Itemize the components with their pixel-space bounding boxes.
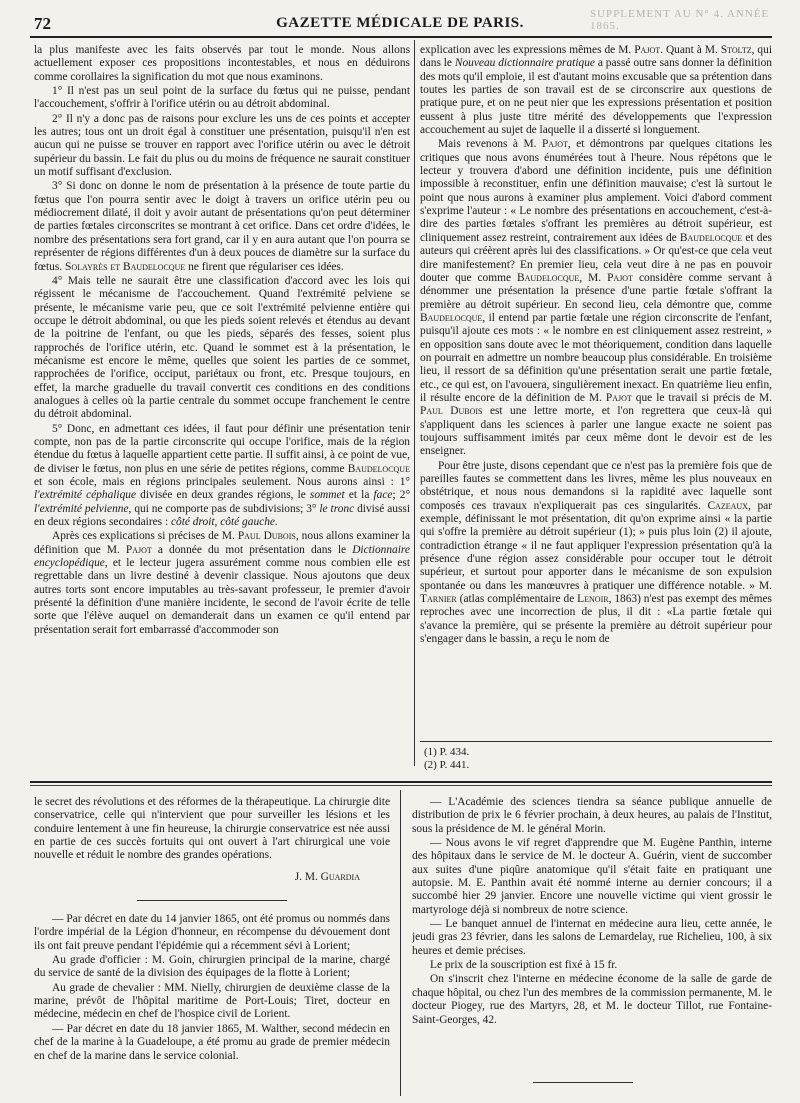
italic-term: l'extrémité pelvienne xyxy=(34,502,129,515)
italic-term: côté droit, côté gauche. xyxy=(170,516,278,529)
text-run: , par exemple, définissant le mot présentation, dit qu'on exprime ainsi « la partie qui s'offre la première au détroit supérieur (1); » puis plus loin (2) il ajoute, contradiction étrange « il ne faut appliquer l'expression présentation qu'à la présence d'une région assez considérable pour occuper tout le détroit supérieur, et surtout pour apporter dans le mécanisme de son expulsion spontanée ou dans les manœuvres à pratiquer une différence notable. » M. xyxy=(420,499,772,592)
paragraph: la plus manifeste avec les faits observés par tout le monde. Nous allons actuellement exposer ces propositions incontestables, et nous en déduirons comme corollaires la signification du mot que nous examinons. xyxy=(34,44,410,83)
paragraph xyxy=(420,44,772,137)
text-run: , M. xyxy=(579,271,602,284)
author-name: Pajot xyxy=(607,271,633,284)
author-names: Solayrès et Baudelocque xyxy=(65,260,186,273)
footnote: (1) P. 434. xyxy=(424,746,470,758)
separator-rule xyxy=(137,900,287,901)
paragraph: le secret des révolutions et des réformes de la thérapeutique. La chirurgie dite conservatrice, celle qui n'intervient que pour surveiller les lésions et les conduire lentement à une fin heureuse, la chirurgie conservatrice est née aussi en partie de ces succès fortuits qui ont ouvert à l'art chirurgical une voie nouvelle et réduit le nombre des grandes opérations. xyxy=(34,796,390,862)
italic-title: Nouveau dictionnaire pratique xyxy=(454,57,595,70)
author-name: Baudelocque xyxy=(420,311,483,324)
text-run: ; 2° xyxy=(392,489,410,502)
column-divider xyxy=(400,790,401,1096)
paragraph xyxy=(420,460,772,647)
news-item: — Par décret en date du 14 janvier 1865, ont été promus ou nommés dans l'ordre impérial de la Légion d'honneur, en récompense du dévouement dont ils ont fait preuve pendant l'épidémie qui a récemment sévi à Lorient; xyxy=(34,913,390,952)
text-run: . Quant à M. xyxy=(660,44,718,56)
italic-title: Dictionnaire encyclopédique xyxy=(34,543,410,570)
section-rule-thin xyxy=(30,785,772,786)
bleed-through-text: SUPPLEMENT AU N° 4. ANNÉE 1865. xyxy=(590,8,770,32)
text-run: a donnée du mot présentation dans le xyxy=(157,543,347,556)
author-name: Lenoir xyxy=(577,593,609,606)
text-run: , et démontrons par quelques citations les critiques que nous avons énumérées tout à l'heure. Nous répétons que le lecteur y trouvera d'abord une définition incidente, puis une définition impossible à reconstituer, enfin une définition mauvaise; c'est là surtout le point que nous aurons à examiner plus amplement. Voici d'abord comment s'exprime l'auteur : « Le nombre des présentations en accouchement, c'est-à-dire des parties fœtales s'offrant les premières au détroit supérieur, est cliniquement assez restreint, contrairement aux idées de xyxy=(420,138,772,244)
author-name: Cazeaux xyxy=(707,499,748,512)
news-item: — Nous avons le vif regret d'apprendre que M. Eugène Panthin, interne des hôpitaux dans le service de M. le docteur A. Guérin, vient de succomber aux suites d'une piqûre anatomique qu'il s'était faite en pratiquant une autopsie. M. E. Panthin avait été nommé interne au dernier concours; il a succombé hier 29 janvier. Encore une nouvelle victime qui vient grossir le martyrologe déjà si nombreux de notre science. xyxy=(412,837,772,916)
news-item: Le prix de la souscription est fixé à 15 fr. xyxy=(430,959,618,972)
text-run: Mais revenons à M. xyxy=(438,138,537,151)
page-header xyxy=(0,6,800,34)
text-run: Pour être juste, disons cependant que ce n'est pas la première fois que de pareilles fautes se commettent dans les livres, même les plus nouveaux en obstétrique, et nous nous demandons si la rapidité avec laquelle sont composés ces travaux n'expliquerait pas ces singularités. xyxy=(420,459,772,512)
text-run: , qui ne comporte pas de subdivisions; 3° xyxy=(128,502,317,515)
author-name: Tarnier xyxy=(420,593,457,606)
author-signature xyxy=(34,871,390,884)
bottom-left-column xyxy=(34,796,390,1096)
text-run: Après ces explications si précises de M. xyxy=(52,530,235,543)
text-run: , 1863) n'est pas exempt des mêmes reproches avec une incorrection de plus, il dit : «La partie fœtale qui s'avance la première, qui se présente la première au détroit supérieur pour s'engager dans le bassin, a reçu le nom de xyxy=(420,593,772,646)
news-item: Au grade d'officier : M. Goin, chirurgien principal de la marine, chargé du service de santé de la division des équipages de la flotte à Lorient; xyxy=(34,954,390,980)
text-run: ne firent que régulariser ces idées. xyxy=(188,260,344,273)
text-run: (atlas complémentaire de xyxy=(459,593,575,606)
italic-term: l'extrémité céphalique xyxy=(34,489,137,502)
text-run: , qui dans le xyxy=(420,44,772,70)
end-rule xyxy=(533,1082,633,1083)
author-name: Pajot xyxy=(541,138,568,151)
news-item: On s'inscrit chez l'interne en médecine économe de la salle de garde de chaque hôpital, ou chez l'un des membres de la commission permanente, M. le docteur Piogey, rue des Martyrs, 28, et M. le docteur Tillot, rue Fontaine-Saint-Georges, 42. xyxy=(412,973,772,1026)
news-item: — L'Académie des sciences tiendra sa séance publique annuelle de distribution de prix le 6 février prochain, à deux heures, au palais de l'Institut, sous la présidence de M. le général Morin. xyxy=(412,796,772,835)
text-run: est une lettre morte, et l'on regrettera que ceux-là qui s'appliquent dans les sciences à parler une langue exacte ne soient pas toujours suffisamment imités par ceux même dont le devoir est de les enseigner. xyxy=(420,405,772,458)
text-run: , et le lecteur jugera assurément comme nous combien elle est regrettable dans un livre destiné à devenir classique. Nous ajoutons que deux autres torts sont encore imputables au très-savant professeur, le premier d'avoir présenté la définition d'une manière incidente, le second de l'avoir écrite de telle sorte que l'élève auquel on demanderait dans un examen ce qu'il entend par présentation serait fort embarrassé d'accommoder son xyxy=(34,557,410,636)
italic-term: sommet xyxy=(309,489,345,502)
paragraph xyxy=(420,138,772,458)
text-run: que le travail si précis de M. xyxy=(635,391,772,404)
text-run: , il entend par partie fœtale une région circonscrite de l'enfant, puisqu'il ajoute ces mots : « le nombre en est cliniquement assez restreint, » en opposition sans doute avec le mot théoriquement, condition dans laquelle on pourrait en admettre un nombre beaucoup plus considérable. En troisième lieu, il ressort de sa définition qu'une présentation serait une partie fœtale, etc., ce qui est, on l'avouera, singulièrement inexact. En quatrième lieu enfin, il résulte encore de la définition de M. xyxy=(420,311,772,404)
text-run: divisé aussi en deux régions secondaires : xyxy=(34,502,410,529)
paragraph xyxy=(34,180,410,273)
signature-name: Guardia xyxy=(320,870,360,883)
author-name: Paul Dubois xyxy=(237,530,296,543)
paragraph xyxy=(34,530,410,637)
text-run: a passé outre sans donner la définition des mots qu'il emploie, il est d'autant moins excusable que sa prétention dans toutes les parties de son travail est de se circonscrire aux questions de pratique pure, et on ne peut nier que les expressions présentation et position eussent à plus juste titre mérité des développements que l'expression accouchement au sujet de laquelle il a disserté si longuement. xyxy=(420,57,772,137)
footnote: (2) P. 441. xyxy=(424,758,470,771)
column-divider xyxy=(414,40,415,766)
section-rule xyxy=(30,781,772,783)
author-name: Pajot xyxy=(125,543,152,556)
italic-term: face xyxy=(373,489,393,502)
signature-initials: J. M. xyxy=(294,870,318,883)
text-run: considère comme servant à dénommer une présentation la présence d'une partie fœtale s'offrant la première au détroit supérieur. En second lieu, cela démontre que, comme xyxy=(420,271,772,311)
author-name: Pajot xyxy=(634,44,661,56)
text-run: 3° Si donc on donne le nom de présentation à la présence de toute partie du fœtus que l'on pourra sentir avec le doigt à travers un orifice utérin peu ou médiocrement dilaté, il doit y avoir autant de présentations qu'on peut déterminer de parties fœtales circonscrites se montrant à cet orifice. Dans cet ordre d'idées, le nombre des présentations sera fort grand, car il y en aura autant que l'on pourra se représenter de régions différentes d'un à deux pouces de diamètre sur la surface du fœtus. xyxy=(34,180,410,273)
left-column xyxy=(34,44,410,764)
author-name: Baudelocque xyxy=(347,462,410,475)
right-column xyxy=(420,44,772,726)
text-run: 5° Donc, en admettant ces idées, il faut pour définir une présentation tenir compte, non pas de la partie circonscrite qui occupe l'orifice, mais de la région étendue du fœtus à laquelle appartient cette partie. Il suffit ainsi, à ce point de vue, de diviser le fœtus, non plus en une série de petites régions, comme xyxy=(34,422,410,475)
text-run: 1° xyxy=(399,476,410,488)
footnote-rule xyxy=(420,741,772,742)
footnotes xyxy=(420,746,772,771)
italic-term: le tronc xyxy=(319,502,355,515)
author-name: Stoltz xyxy=(720,44,752,56)
news-item: Au grade de chevalier : MM. Nielly, chirurgien de deuxième classe de la marine, prévôt de l'hôpital maritime de Port-Louis; Tiret, docteur en médecine, médecin en chef de l'hospice civil de Lorient. xyxy=(34,981,390,1021)
bottom-right-column xyxy=(412,796,772,1046)
text-run: divisée en deux grandes régions, le xyxy=(140,489,306,502)
paragraph xyxy=(34,423,410,530)
paragraph: 2° Il n'y a donc pas de raisons pour exclure les uns de ces points et accepter les autres; tous ont un droit égal à constituer une présentation, puisqu'il n'en est aucun qui ne puisse se trouver en rapport avec l'orifice utérin ou avec le détroit supérieur du bassin. Le fait du plus ou du moins de fréquence ne saurait constituer un motif suffisant d'exclusion. xyxy=(34,112,410,179)
author-name: Baudelocque xyxy=(517,271,580,284)
author-name: Pajot xyxy=(605,391,632,404)
text-run: , nous allons examiner la définition que M. xyxy=(34,530,410,556)
news-item: — Par décret en date du 18 janvier 1865, M. Walther, second médecin en chef de la marine à la Guadeloupe, a été promu au grade de premier médecin en chef de la marine dans le service colonial. xyxy=(34,1022,390,1062)
header-rule xyxy=(30,36,772,38)
text-run: explication avec les expressions mêmes de M. xyxy=(420,44,632,56)
page-number: 72 xyxy=(34,14,51,33)
author-name: Baudelocque xyxy=(679,231,743,244)
news-item: — Le banquet annuel de l'internat en médecine aura lieu, cette année, le jeudi gras 23 février, dans les salons de Lemardelay, rue Richelieu, 100, à six heures et demie précises. xyxy=(412,918,772,957)
author-name: Paul Dubois xyxy=(420,405,483,418)
text-run: et des auteurs qui créèrent après lui des classifications. » Or qu'est-ce que cela veut dire manifestement? En premier lieu, cela veut dire à ne pas en pouvoir douter que comme xyxy=(420,231,772,284)
journal-title: GAZETTE MÉDICALE DE PARIS. xyxy=(276,15,524,31)
text-run: et son école, mais en régions principales seulement. Nous aurons ainsi : xyxy=(34,476,394,488)
paragraph: 1° Il n'est pas un seul point de la surface du fœtus qui ne puisse, pendant l'accouchement, s'offrir à l'orifice utérin ou au détroit abdominal. xyxy=(34,85,410,111)
paragraph: 4° Mais telle ne saurait être une classification d'accord avec les lois qui régissent le mécanisme de l'accouchement. Quand l'extrémité pelviene se présente, le mécanisme varie peu, que ce soit l'extrémité pelvienne entière qui occupe le détroit abdominal, ou que les pieds soient relevés et étendus au devant de la poitrine de l'enfant, ou que les pieds, séparés des fesses, soient plus rapprochés de l'orifice utérin, etc. Quand le sommet est à la présentation, le mécanisme est encore le même, quelles que soient les parties de ce sommet, rapprochées de l'orifice, occiput, pariétaux ou front, etc. Presque toujours, en effet, la marche graduelle du travail convertit ces conditions en des conditions analogues à celles où la partie centrale du sommet occupe franchement le centre du détroit abdominal. xyxy=(34,274,410,421)
text-run: et la xyxy=(348,489,370,502)
